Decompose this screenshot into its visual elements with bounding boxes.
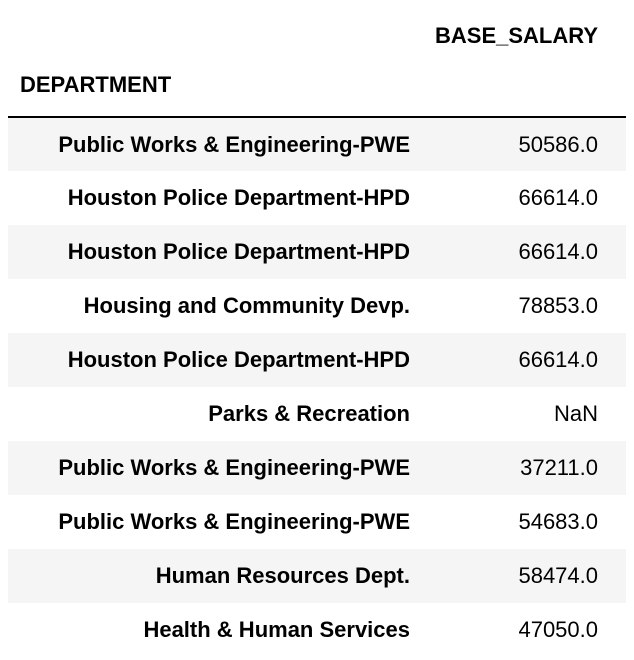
row-value: 66614.0 xyxy=(518,347,598,372)
row-value: 37211.0 xyxy=(520,455,598,480)
table-body xyxy=(8,117,626,657)
table-row xyxy=(8,279,626,333)
table-row xyxy=(8,495,626,549)
row-value: 47050.0 xyxy=(518,617,598,642)
table-row xyxy=(8,225,626,279)
row-value: 66614.0 xyxy=(518,185,598,210)
row-value: 58474.0 xyxy=(518,563,598,588)
row-index-label: Houston Police Department-HPD xyxy=(67,347,410,372)
row-index-label: Houston Police Department-HPD xyxy=(67,185,410,210)
row-index-label: Human Resources Dept. xyxy=(155,563,410,588)
row-value: 66614.0 xyxy=(518,239,598,264)
column-header-base-salary: BASE_SALARY xyxy=(435,23,598,48)
row-value: NaN xyxy=(553,401,598,426)
table-row xyxy=(8,441,626,495)
row-index-label: Public Works & Engineering-PWE xyxy=(58,455,410,480)
index-header-row xyxy=(8,72,626,117)
row-index-label: Public Works & Engineering-PWE xyxy=(58,131,410,157)
table-header xyxy=(8,0,626,117)
table-row xyxy=(8,117,626,171)
row-index-label: Houston Police Department-HPD xyxy=(67,239,410,264)
blank-header-cell xyxy=(8,0,414,72)
row-index-label: Parks & Recreation xyxy=(208,401,410,426)
row-value: 54683.0 xyxy=(518,509,598,534)
dataframe-output xyxy=(8,0,626,657)
row-value: 50586.0 xyxy=(518,131,598,157)
blank-index-cell xyxy=(414,72,626,117)
row-index-label: Housing and Community Devp. xyxy=(83,293,410,318)
column-header-row xyxy=(8,0,626,72)
dataframe-table xyxy=(8,0,626,657)
table-row xyxy=(8,171,626,225)
row-index-label: Public Works & Engineering-PWE xyxy=(58,509,410,534)
table-row xyxy=(8,333,626,387)
table-row xyxy=(8,603,626,657)
table-row xyxy=(8,387,626,441)
table-row xyxy=(8,549,626,603)
index-header-department: DEPARTMENT xyxy=(20,72,172,97)
row-value: 78853.0 xyxy=(518,293,598,318)
row-index-label: Health & Human Services xyxy=(143,617,410,642)
